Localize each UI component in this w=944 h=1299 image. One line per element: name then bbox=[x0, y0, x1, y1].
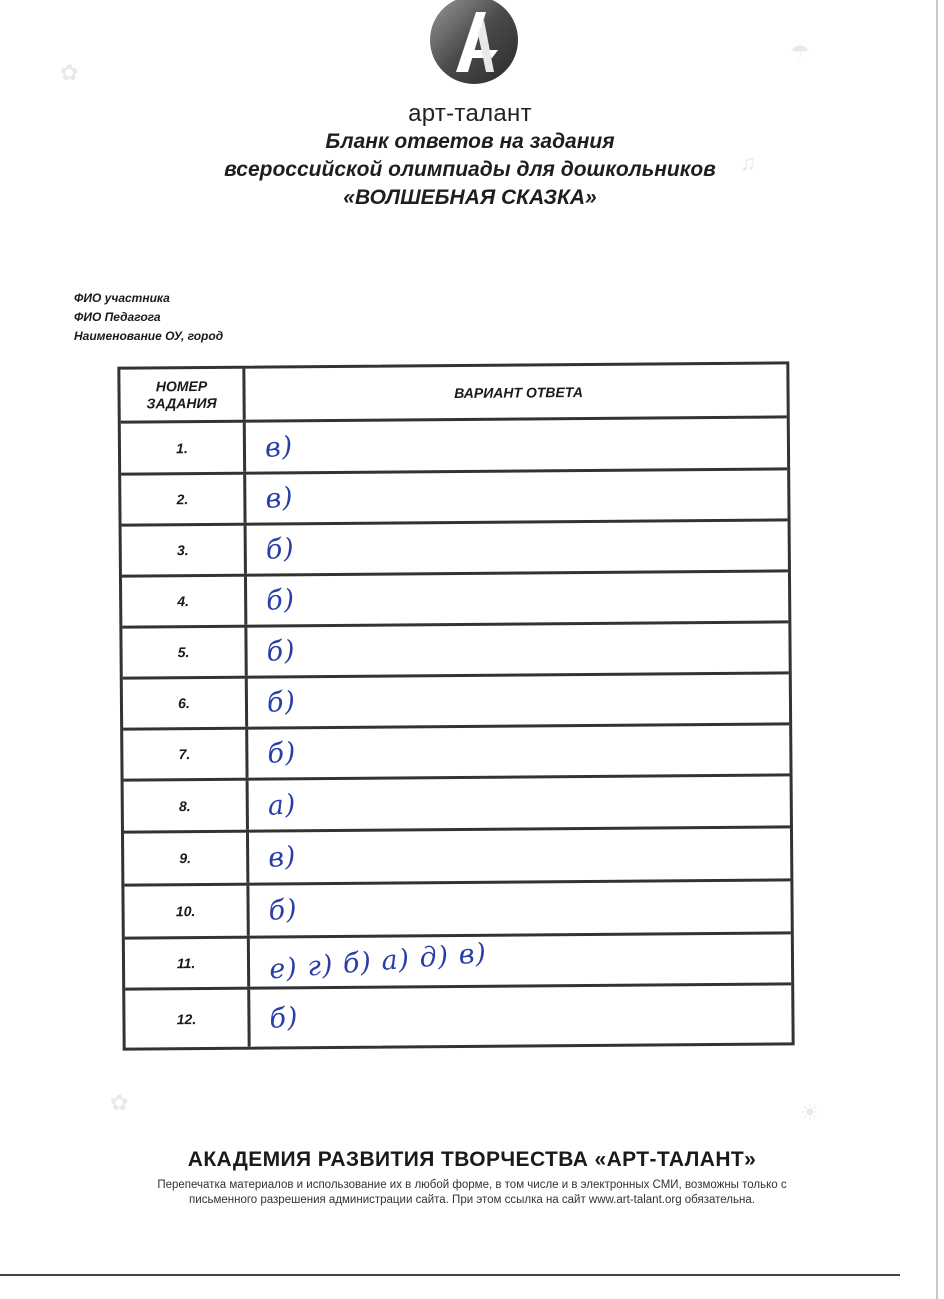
footer-note-line1: Перепечатка материалов и использование их в любой форме, в том числе и в электронных СМИ, возможны только с bbox=[157, 1179, 787, 1191]
table-header-row bbox=[120, 364, 786, 423]
table-row bbox=[123, 725, 789, 781]
table-row bbox=[122, 623, 788, 679]
page-edge bbox=[936, 0, 938, 1299]
answer-cell bbox=[254, 828, 790, 882]
answer-cell bbox=[255, 985, 791, 1046]
answer-cell bbox=[252, 572, 788, 624]
handwritten-answer: б) bbox=[267, 893, 299, 927]
art-talant-logo-icon bbox=[428, 0, 520, 88]
teacher-name-label: ФИО Педагога bbox=[74, 310, 161, 324]
header-number-line1: НОМЕР bbox=[155, 377, 208, 394]
task-number: 10. bbox=[124, 886, 249, 937]
handwritten-answer: в) bbox=[263, 430, 295, 464]
answer-cell bbox=[254, 776, 790, 829]
task-number: 9. bbox=[124, 833, 249, 884]
background-doodle-icon: ☂ bbox=[790, 40, 810, 65]
title-line-3: «ВОЛШЕБНАЯ СКАЗКА» bbox=[343, 186, 597, 209]
task-number: 6. bbox=[123, 679, 248, 728]
answer-cell bbox=[255, 934, 791, 986]
table-row bbox=[122, 521, 788, 577]
handwritten-answer: б) bbox=[265, 685, 298, 719]
header-block bbox=[140, 100, 800, 212]
brand-name: арт-талант bbox=[408, 100, 532, 127]
answer-cell bbox=[252, 623, 788, 675]
bottom-divider bbox=[0, 1274, 900, 1276]
handwritten-answer: б) bbox=[268, 1001, 300, 1035]
answer-cell bbox=[251, 418, 787, 471]
institution-label: Наименование ОУ, город bbox=[74, 329, 224, 343]
footer-title: АКАДЕМИЯ РАЗВИТИЯ ТВОРЧЕСТВА «АРТ-ТАЛАНТ» bbox=[187, 1148, 757, 1171]
background-doodle-icon: ♫ bbox=[740, 150, 757, 175]
handwritten-answer: б) bbox=[265, 634, 297, 668]
header-number-cell bbox=[120, 369, 245, 421]
handwritten-answer: б) bbox=[264, 532, 296, 566]
answer-cell bbox=[251, 470, 787, 522]
task-number: 5. bbox=[122, 628, 247, 677]
title-line-1: Бланк ответов на задания bbox=[325, 130, 615, 153]
task-number: 3. bbox=[122, 526, 247, 575]
answers-table bbox=[117, 361, 794, 1050]
handwritten-answer: а) bbox=[266, 788, 298, 822]
footer bbox=[60, 1148, 884, 1208]
participant-fields bbox=[74, 289, 223, 346]
background-doodle-icon: ✿ bbox=[60, 60, 79, 85]
header-answer-cell: ВАРИАНТ ОТВЕТА bbox=[454, 383, 583, 401]
table-row bbox=[121, 418, 787, 475]
task-number: 8. bbox=[124, 781, 249, 831]
title-line-2: всероссийской олимпиады для дошкольников bbox=[224, 158, 716, 181]
participant-name-label: ФИО участника bbox=[74, 291, 170, 305]
table-row bbox=[124, 828, 790, 886]
answer-cell bbox=[254, 881, 790, 935]
task-number: 11. bbox=[125, 939, 250, 988]
handwritten-answer: в) bbox=[267, 840, 298, 874]
handwritten-answer: е) г) б) а) д) в) bbox=[268, 937, 489, 986]
answer-cell bbox=[252, 521, 788, 573]
handwritten-answer: б) bbox=[265, 583, 297, 617]
header-number-line2: ЗАДАНИЯ bbox=[146, 394, 217, 411]
table-row bbox=[125, 934, 791, 990]
handwritten-answer: б) bbox=[266, 736, 298, 770]
background-doodle-icon: ☀ bbox=[800, 1100, 820, 1125]
table-row bbox=[124, 881, 790, 939]
table-row bbox=[124, 776, 790, 833]
task-number: 7. bbox=[123, 730, 248, 779]
task-number: 1. bbox=[121, 423, 246, 473]
table-row bbox=[121, 470, 787, 526]
table-row bbox=[125, 985, 791, 1047]
background-doodle-icon: ✿ bbox=[110, 1090, 129, 1115]
task-number: 4. bbox=[122, 577, 247, 626]
task-number: 2. bbox=[121, 475, 246, 524]
handwritten-answer: в) bbox=[264, 481, 295, 515]
task-number: 12. bbox=[125, 990, 250, 1048]
footer-note-line2: письменного разрешения администрации сайта. При этом ссылка на сайт www.art-talant.org обязательна. bbox=[189, 1194, 755, 1206]
table-row bbox=[122, 572, 788, 628]
answer-cell bbox=[253, 674, 789, 726]
table-row bbox=[123, 674, 789, 730]
answer-cell bbox=[253, 725, 789, 777]
